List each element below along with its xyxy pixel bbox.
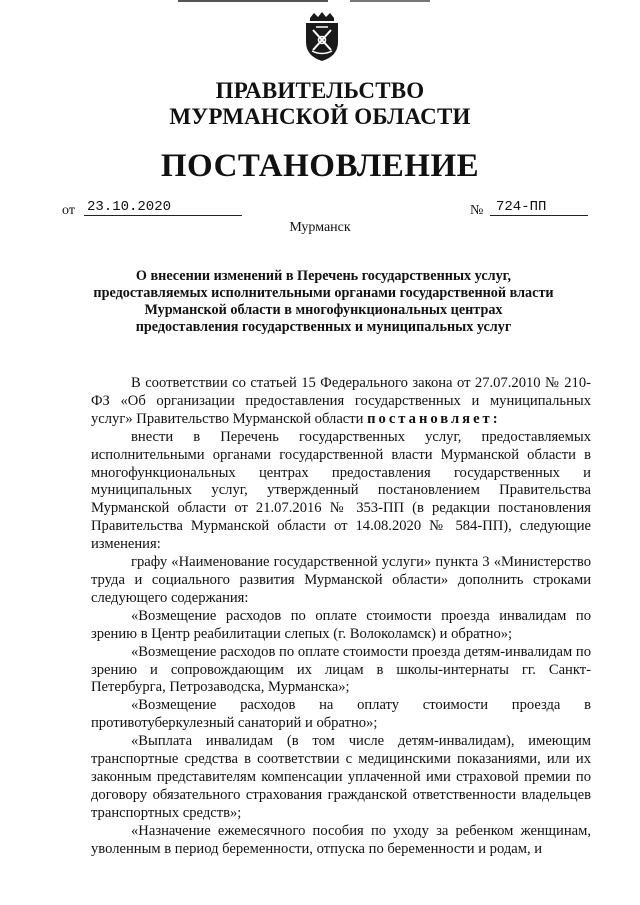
government-name-line2: МУРМАНСКОЙ ОБЛАСТИ: [169, 104, 471, 129]
coat-of-arms-icon: [302, 12, 342, 62]
date-number-row: [62, 199, 592, 221]
document-number: 724-ПП: [490, 199, 588, 216]
paragraph: «Назначение ежемесячного пособия по уходу за ребенком женщинам, уволенным в период беременности, отпуска по беременности и родам, и: [91, 822, 591, 857]
paragraph: «Возмещение расходов на оплату стоимости проезда в противотуберкулезный санаторий и обратно»;: [91, 697, 591, 732]
paragraph: внести в Перечень государственных услуг, предоставляемых исполнительными органами государственной власти Мурманской области в многофункциональных центрах предоставления государственных и муниципальных услуг, утвержденный постановлением Правительства Мурманской области от 21.07.2016 № 353-ПП (в редакции постановления Правительства Мурманской области от 14.08.2020 № 584-ПП), следующие изменения:: [91, 428, 591, 553]
document-date: 23.10.2020: [84, 199, 242, 216]
document-type: ПОСТАНОВЛЕНИЕ: [160, 148, 480, 184]
intro-text: В соответствии со статьей 15 Федерального закона от 27.07.2010 № 210-ФЗ «Об организации предоставления государственных и муниципальных услуг» Правительство Мурманской области: [91, 375, 591, 427]
top-edge-mark: [350, 0, 430, 2]
paragraph-intro: [91, 375, 591, 429]
date-prefix: от: [62, 203, 75, 218]
document-body: [91, 375, 591, 858]
paragraph: «Возмещение расходов по оплате стоимости проезда детям-инвалидам по зрению и сопровождающим их лицам в школы-интернаты гг. Санкт-Петербурга, Петрозаводска, Мурманска»;: [91, 643, 591, 696]
paragraph: графу «Наименование государственной услуги» пункта 3 «Министерство труда и социального развития Мурманской области» дополнить строками следующего содержания:: [91, 554, 591, 606]
resolves-word: постановляет:: [367, 410, 501, 427]
number-prefix: №: [470, 203, 484, 218]
paragraph: «Возмещение расходов по оплате стоимости проезда инвалидам по зрению в Центр реабилитации слепых (г. Волоколамск) и обратно»;: [91, 607, 591, 642]
top-edge-mark: [178, 0, 328, 2]
city: Мурманск: [289, 220, 351, 235]
document-title: О внесении изменений в Перечень государственных услуг, предоставляемых исполнительными органами государственной власти Мурманской области в многофункциональных центрах предоставления государственных и муниципальных услуг: [93, 268, 554, 335]
government-name-line1: ПРАВИТЕЛЬСТВО: [215, 78, 425, 103]
paragraph: «Выплата инвалидам (в том числе детям-инвалидам), имеющим транспортные средства в соответствии с медицинскими показаниями, или их законным представителям компенсации уплаченной ими страховой премии по договору обязательного страхования гражданской ответственности владельцев транспортных средств»;: [91, 733, 591, 821]
